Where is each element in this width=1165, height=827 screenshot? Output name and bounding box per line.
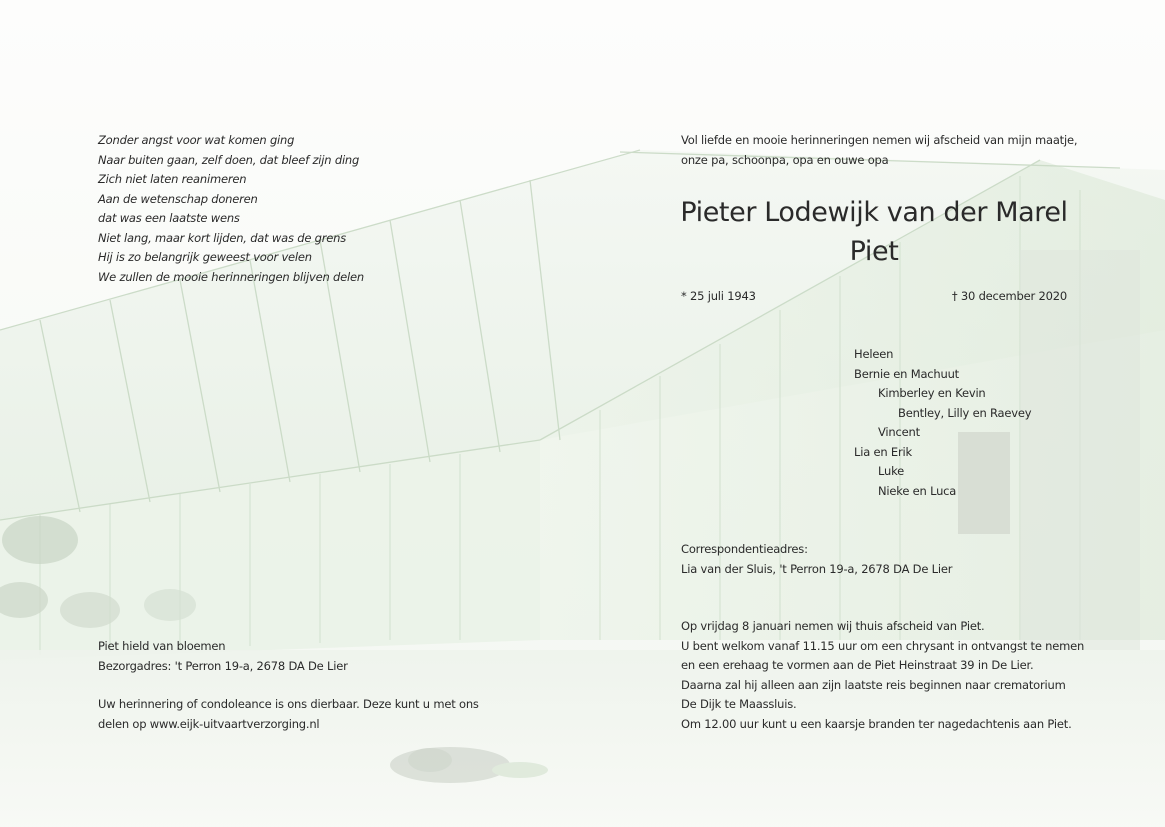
condolence-line: Uw herinnering of condoleance is ons dierbaar. Deze kunt u met ons [98, 697, 479, 711]
poem-line: Naar buiten gaan, zelf doen, dat bleef zijn ding [98, 152, 360, 167]
family-member: Nieke en Luca [878, 483, 957, 498]
family-member: Luke [878, 464, 905, 478]
condolence-website: delen op www.eijk-uitvaartverzorging.nl [98, 716, 320, 731]
intro-text [681, 131, 1078, 170]
farewell-line: Om 12.00 uur kunt u een kaarsje branden ter nagedachtenis aan Piet. [681, 716, 1072, 731]
family-member: Vincent [878, 425, 920, 439]
family-member: Bentley, Lilly en Raevey [898, 405, 1032, 420]
poem-line: Aan de wetenschap doneren [98, 191, 258, 206]
flowers-note [98, 637, 348, 676]
poem-line: We zullen de mooie herinneringen blijven delen [98, 269, 364, 284]
poem-line: Hij is zo belangrijk geweest voor velen [98, 250, 312, 264]
farewell-line: Op vrijdag 8 januari nemen wij thuis afscheid van Piet. [681, 619, 985, 633]
birth-date: * 25 juli 1943 [681, 289, 756, 303]
flowers-line: Piet hield van bloemen [98, 639, 226, 653]
farewell-line: en een erehaag te vormen aan de Piet Heinstraat 39 in De Lier. [681, 658, 1034, 672]
poem-line: dat was een laatste wens [98, 211, 240, 225]
farewell-details [681, 617, 1085, 734]
correspondence-label: Correspondentieadres: [681, 542, 808, 556]
deceased-name-block [660, 193, 1088, 271]
poem [98, 131, 364, 287]
intro-line: onze pa, schoonpa, opa en ouwe opa [681, 152, 889, 167]
poem-line: Zich niet laten reanimeren [98, 172, 247, 186]
condolence-note [98, 695, 479, 734]
intro-line: Vol liefde en mooie herinneringen nemen wij afscheid van mijn maatje, [681, 133, 1078, 147]
correspondence-block [681, 540, 952, 579]
family-member: Lia en Erik [854, 444, 912, 459]
family-member: Heleen [854, 347, 894, 361]
farewell-line: De Dijk te Maassluis. [681, 697, 797, 711]
delivery-address: Bezorgadres: 't Perron 19-a, 2678 DA De Lier [98, 658, 348, 673]
farewell-line: Daarna zal hij alleen aan zijn laatste reis beginnen naar crematorium [681, 677, 1066, 692]
death-date: † 30 december 2020 [951, 289, 1067, 303]
family-member: Kimberley en Kevin [878, 386, 986, 400]
deceased-nickname: Piet [849, 236, 899, 267]
poem-line: Niet lang, maar kort lijden, dat was de grens [98, 230, 347, 245]
farewell-line: U bent welkom vanaf 11.15 uur om een chrysant in ontvangst te nemen [681, 638, 1085, 653]
correspondence-address: Lia van der Sluis, 't Perron 19-a, 2678 DA De Lier [681, 561, 953, 576]
family-member: Bernie en Machuut [854, 366, 959, 381]
poem-line: Zonder angst voor wat komen ging [98, 133, 295, 147]
family-list [854, 345, 1031, 501]
deceased-full-name: Pieter Lodewijk van der Marel [680, 197, 1068, 228]
